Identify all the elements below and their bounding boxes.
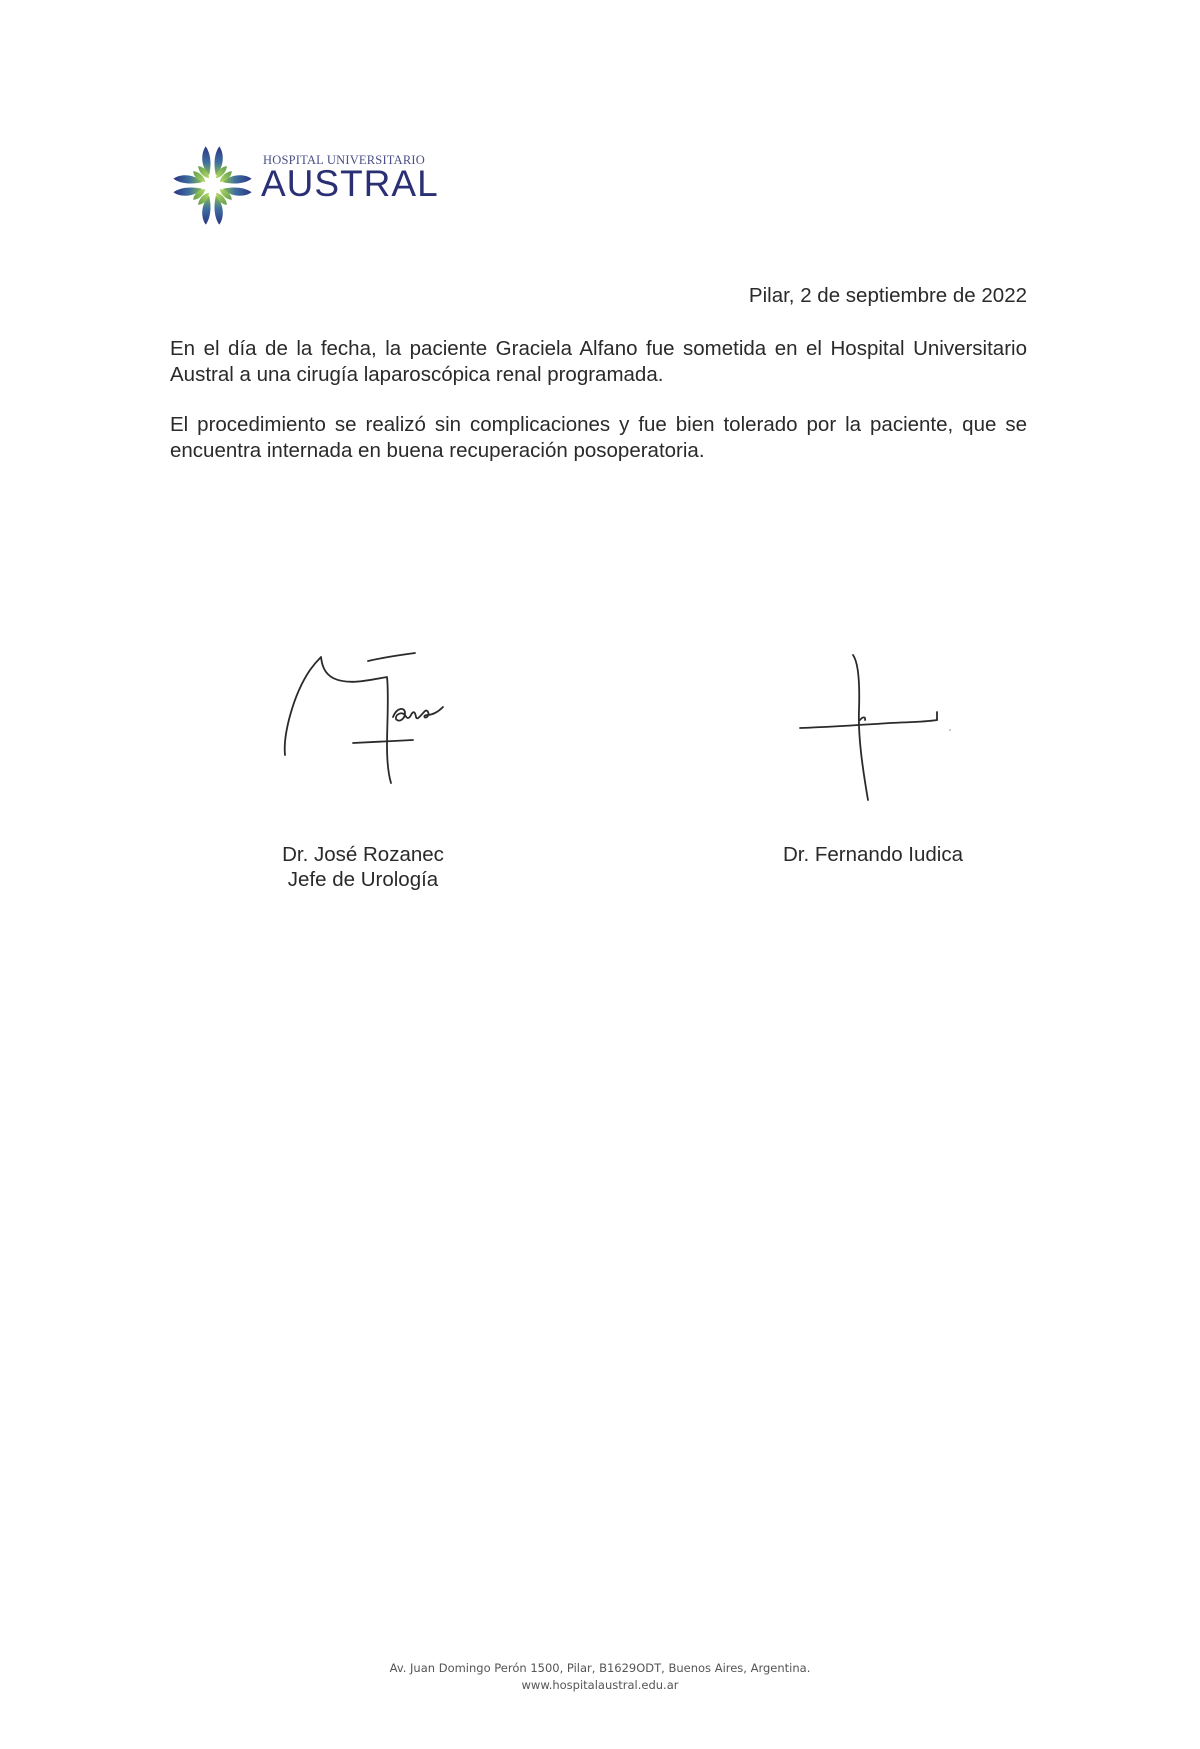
signatory-name: Dr. Fernando Iudica	[782, 843, 964, 866]
signatory-name: Dr. José Rozanec	[282, 843, 444, 866]
signatory-rozanec	[263, 842, 463, 892]
signature-iudica-icon	[790, 650, 960, 805]
signatory-iudica	[763, 842, 983, 867]
logo-title: AUSTRAL	[261, 163, 439, 204]
signature-rozanec-icon	[275, 645, 455, 795]
signatory-role: Jefe de Urología	[287, 868, 439, 891]
letter-footer	[0, 1660, 1200, 1694]
flower-logo-icon	[170, 143, 255, 228]
body-paragraph-2: El procedimiento se realizó sin complicaciones y fue bien tolerado por la paciente, que se encuentra internada en buena recuperación posoperatoria.	[170, 413, 1027, 462]
body-paragraph-1: En el día de la fecha, la paciente Graciela Alfano fue sometida en el Hospital Universitario Austral a una cirugía laparoscópica renal programada.	[170, 337, 1027, 386]
footer-website: www.hospitalaustral.edu.ar	[521, 1678, 679, 1692]
footer-address: Av. Juan Domingo Perón 1500, Pilar, B1629ODT, Buenos Aires, Argentina.	[389, 1661, 811, 1675]
hospital-logo	[170, 143, 450, 228]
date-line: Pilar, 2 de septiembre de 2022	[748, 284, 1027, 307]
logo-subtitle: HOSPITAL UNIVERSITARIO	[263, 153, 425, 167]
